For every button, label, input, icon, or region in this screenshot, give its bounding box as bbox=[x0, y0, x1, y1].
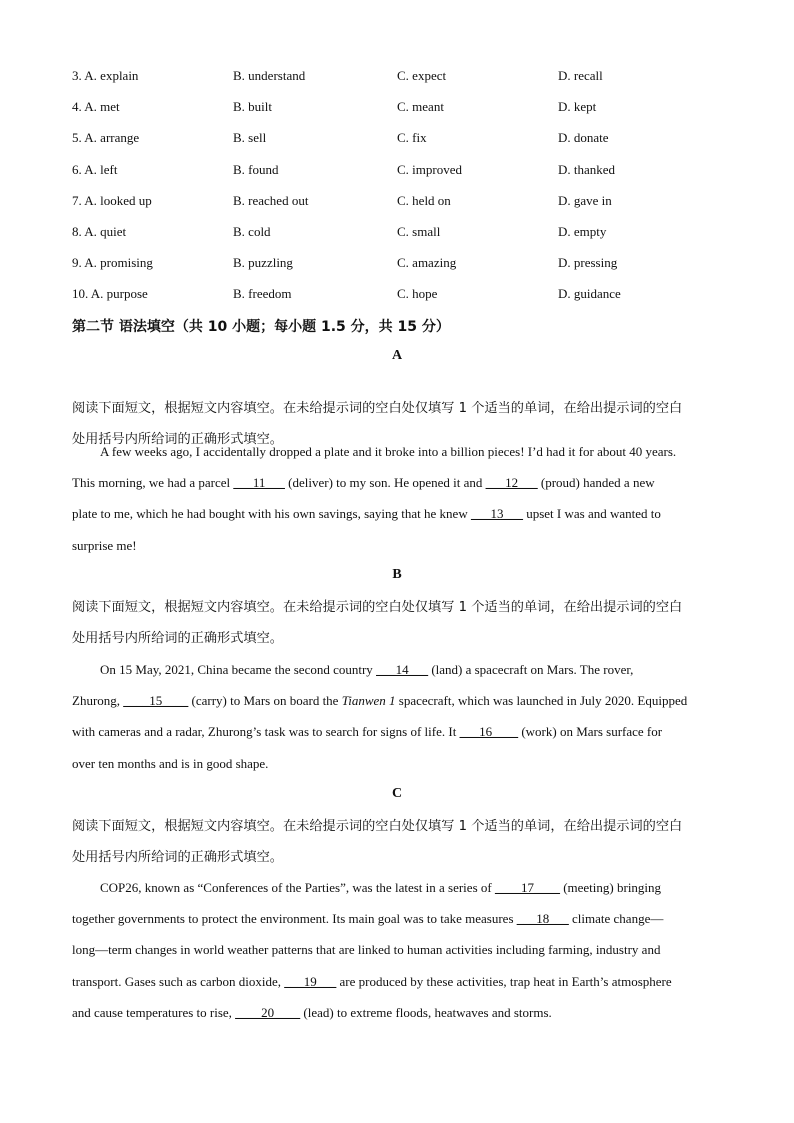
passage-b bbox=[72, 654, 722, 779]
choice-row bbox=[72, 222, 732, 253]
option-a: 8. A. quiet bbox=[72, 223, 127, 239]
option-c: C. improved bbox=[397, 161, 462, 177]
blank-19: ___19___ bbox=[284, 973, 337, 989]
option-c: C. expect bbox=[397, 68, 447, 83]
option-b: B. freedom bbox=[233, 286, 292, 302]
choice-row bbox=[72, 253, 732, 284]
instruction-line: 阅读下面短文，根据短文内容填空。在未给提示词的空白处仅填写 1 个适当的单词，在给出提示词的空白 bbox=[72, 600, 683, 615]
option-c: C. amazing bbox=[397, 255, 457, 271]
passage-line: plate to me, which he had bought with his own savings, saying that he knew ___13___ upset I was and wanted to bbox=[72, 506, 661, 522]
passage-line: surprise me! bbox=[72, 537, 137, 553]
option-b: B. understand bbox=[233, 68, 306, 83]
choice-row bbox=[72, 66, 732, 97]
option-a: 3. A. explain bbox=[72, 68, 139, 83]
choice-row bbox=[72, 160, 732, 191]
section-title: 第二节 语法填空（共 10 小题；每小题 1.5 分，共 15 分） bbox=[72, 319, 450, 335]
option-b: B. built bbox=[233, 99, 273, 115]
instruction-line: 处用括号内所给词的正确形式填空。 bbox=[72, 850, 283, 865]
passage-line: A few weeks ago, I accidentally dropped a plate and it broke into a billion pieces! I’d had it for about 40 years. bbox=[100, 444, 677, 459]
option-d: D. empty bbox=[558, 223, 607, 239]
choice-table bbox=[72, 66, 732, 316]
option-c: C. meant bbox=[397, 99, 444, 115]
passage-line: together governments to protect the environment. Its main goal was to take measures ___18___ climate change— bbox=[72, 911, 664, 927]
option-b: B. sell bbox=[233, 130, 267, 146]
blank-16: ___16____ bbox=[459, 724, 519, 740]
instruction-line: 阅读下面短文，根据短文内容填空。在未给提示词的空白处仅填写 1 个适当的单词，在给出提示词的空白 bbox=[72, 819, 683, 834]
instruction-line: 处用括号内所给词的正确形式填空。 bbox=[72, 631, 283, 646]
passage-line: Zhurong, ____15____ (carry) to Mars on board the Tianwen 1 spacecraft, which was launched in July 2020. Equipped bbox=[72, 693, 688, 709]
instructions-c bbox=[72, 811, 732, 873]
passage-line: This morning, we had a parcel ___11___ (deliver) to my son. He opened it and ___12___ (proud) handed a new bbox=[72, 475, 655, 491]
passage-line: On 15 May, 2021, China became the second country ___14___ (land) a spacecraft on Mars. The rover, bbox=[100, 662, 634, 677]
part-b-heading: B bbox=[392, 567, 402, 582]
option-c: C. fix bbox=[397, 130, 427, 146]
choice-row bbox=[72, 128, 732, 159]
blank-17: ____17____ bbox=[494, 880, 560, 895]
passage-line: with cameras and a radar, Zhurong’s task was to search for signs of life. It ___16____ (work) on Mars surface for bbox=[72, 724, 663, 740]
blank-15: ____15____ bbox=[123, 693, 189, 709]
option-a: 4. A. met bbox=[72, 99, 120, 115]
option-d: D. recall bbox=[558, 68, 603, 83]
passage-line: over ten months and is in good shape. bbox=[72, 755, 269, 771]
part-c-heading: C bbox=[391, 786, 403, 801]
passage-c bbox=[72, 872, 722, 1028]
blank-18: ___18___ bbox=[516, 911, 569, 927]
option-a: 5. A. arrange bbox=[72, 130, 140, 146]
blank-12: ___12___ bbox=[485, 475, 538, 491]
instruction-line: 阅读下面短文，根据短文内容填空。在未给提示词的空白处仅填写 1 个适当的单词，在给出提示词的空白 bbox=[72, 401, 683, 416]
option-a: 6. A. left bbox=[72, 161, 118, 177]
option-b: B. cold bbox=[233, 223, 271, 239]
option-d: D. pressing bbox=[558, 255, 618, 271]
option-a: 10. A. purpose bbox=[72, 286, 148, 302]
blank-11: ___11___ bbox=[233, 475, 285, 491]
option-a: 9. A. promising bbox=[72, 255, 153, 271]
passage-a bbox=[72, 436, 722, 561]
option-d: D. donate bbox=[558, 130, 609, 146]
option-d: D. guidance bbox=[558, 286, 621, 302]
choice-row bbox=[72, 191, 732, 222]
passage-line: COP26, known as “Conferences of the Parties”, was the latest in a series of ____17____ (meeting) bringing bbox=[100, 880, 662, 895]
blank-20: ____20____ bbox=[235, 1004, 301, 1020]
option-d: D. thanked bbox=[558, 161, 616, 177]
option-c: C. small bbox=[397, 223, 441, 239]
spacecraft-name: Tianwen 1 bbox=[341, 693, 396, 709]
option-c: C. hope bbox=[397, 286, 438, 302]
instruction-line: 处用括号内所给词的正确形式填空。 bbox=[72, 432, 283, 447]
instructions-b bbox=[72, 592, 732, 654]
option-d: D. gave in bbox=[558, 192, 612, 208]
option-c: C. held on bbox=[397, 192, 451, 208]
choice-row bbox=[72, 97, 732, 128]
option-a: 7. A. looked up bbox=[72, 192, 152, 208]
option-b: B. puzzling bbox=[233, 255, 293, 271]
option-b: B. reached out bbox=[233, 192, 309, 208]
blank-13: ___13___ bbox=[470, 506, 523, 522]
blank-14: ___14___ bbox=[376, 662, 429, 677]
passage-line: and cause temperatures to rise, ____20____ (lead) to extreme floods, heatwaves and storms. bbox=[72, 1004, 552, 1020]
option-d: D. kept bbox=[558, 99, 597, 115]
part-a-heading: A bbox=[391, 348, 403, 363]
passage-line: transport. Gases such as carbon dioxide, ___19___ are produced by these activities, trap heat in Earth’s atmosphere bbox=[72, 973, 672, 989]
passage-line: long—term changes in world weather patterns that are linked to human activities including farming, industry and bbox=[72, 942, 661, 958]
choice-row bbox=[72, 284, 732, 315]
option-b: B. found bbox=[233, 161, 279, 177]
